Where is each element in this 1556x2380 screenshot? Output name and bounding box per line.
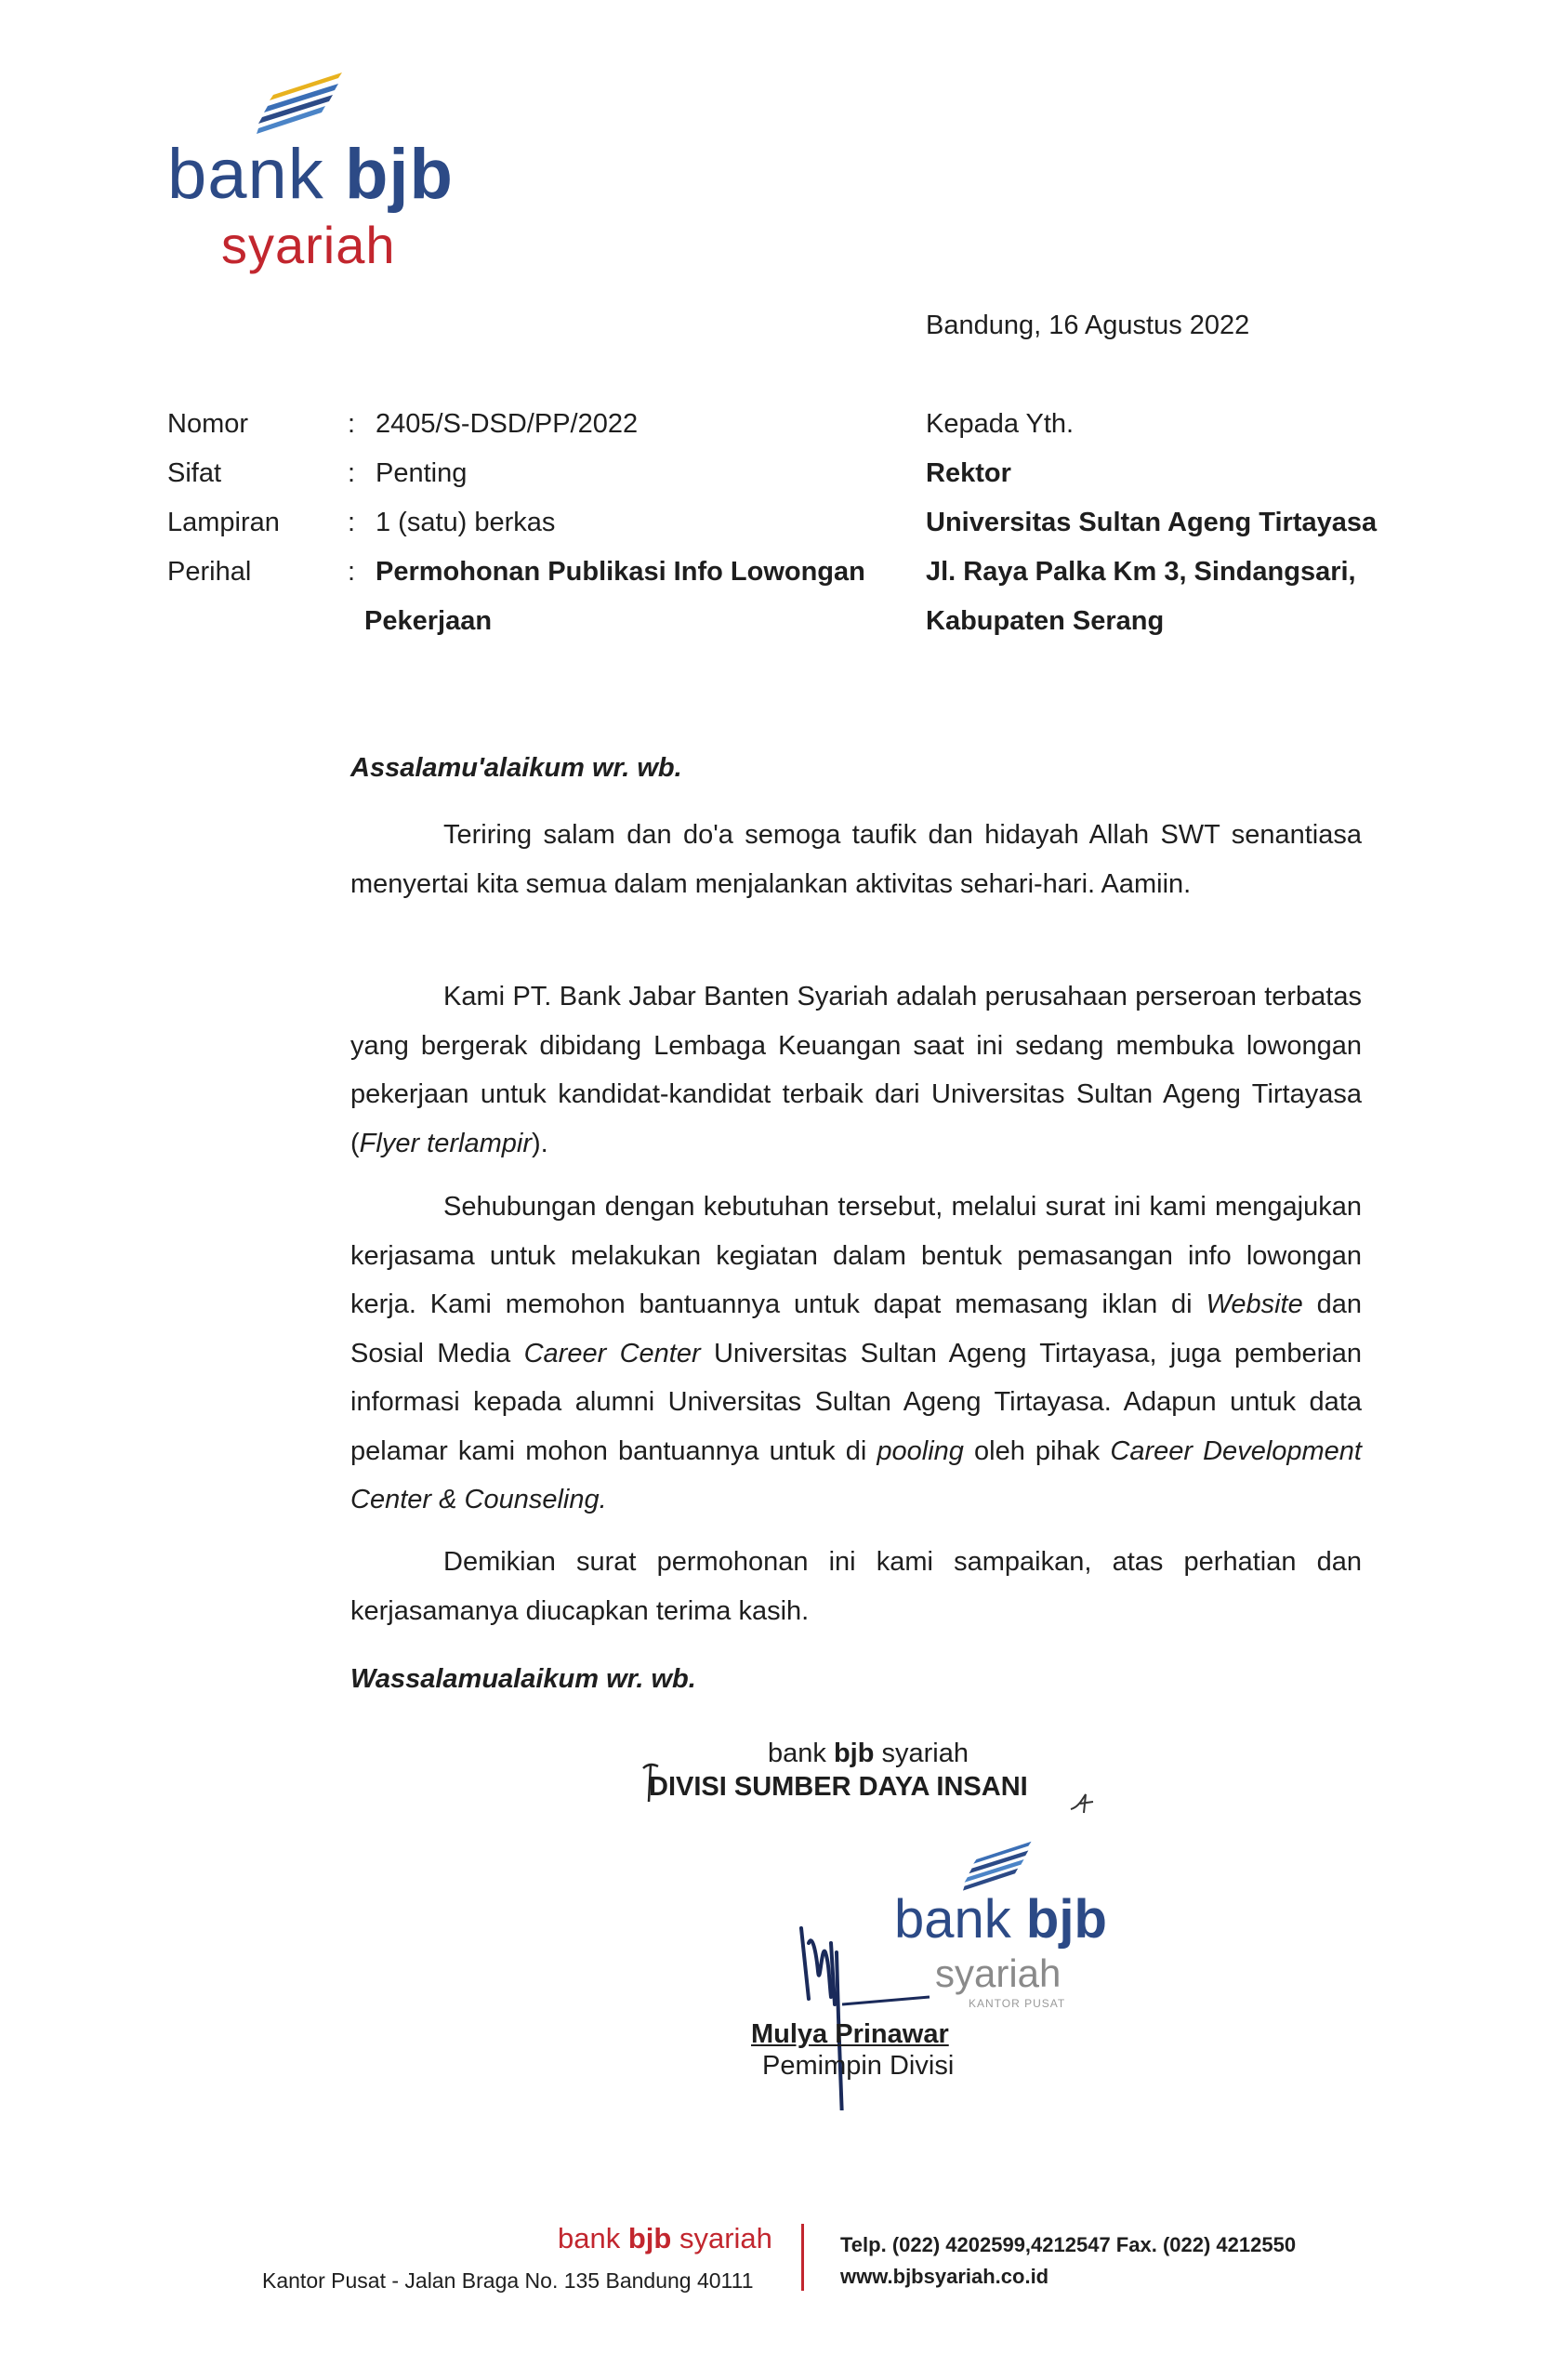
salutation: Assalamu'alaikum wr. wb. <box>350 753 682 783</box>
paragraph-2: Kami PT. Bank Jabar Banten Syariah adalah perusahaan perseroan terbatas yang bergerak dibidang Lembaga Keuangan saat ini sedang membuka lowongan pekerjaan untuk kandidat-kandidat terbaik dari Universitas Sultan Ageng Tirtayasa (Flyer terlampir). <box>350 982 1362 1158</box>
recipient-address-line-1: Jl. Raya Palka Km 3, Sindangsari, <box>926 557 1356 587</box>
footer-divider <box>801 2224 804 2291</box>
signature-division: DIVISI SUMBER DAYA INSANI <box>649 1772 1028 1802</box>
paraf-mark-icon <box>1069 1791 1097 1817</box>
stamp-bank-wordmark: bank bjb <box>894 1889 1107 1950</box>
recipient-greeting: Kepada Yth. <box>926 409 1075 439</box>
recipient-title: Rektor <box>926 458 1011 488</box>
signer-title: Pemimpin Divisi <box>762 2051 955 2081</box>
meta-colon: : <box>348 557 356 587</box>
stamp-syariah-wordmark: syariah <box>935 1951 1062 1995</box>
footer-website-link[interactable]: www.bjbsyariah.co.id <box>840 2265 1049 2288</box>
meta-label-sifat: Sifat <box>167 458 222 488</box>
logo-syariah-wordmark: syariah <box>221 216 396 274</box>
footer-brand: bank bjb syariah <box>558 2222 772 2254</box>
footer-address: Kantor Pusat - Jalan Braga No. 135 Bandung 40111 <box>262 2268 754 2293</box>
meta-value-nomor: 2405/S-DSD/PP/2022 <box>376 409 639 439</box>
recipient-institution: Universitas Sultan Ageng Tirtayasa <box>926 508 1378 537</box>
stamp-logo-stripes-icon <box>963 1837 1037 1897</box>
meta-value-sifat: Penting <box>376 458 468 488</box>
recipient-address-line-2: Kabupaten Serang <box>926 606 1165 636</box>
meta-colon: : <box>348 508 356 537</box>
logo-bank-wordmark: bank bjb <box>167 135 454 214</box>
paragraph-1: Teriring salam dan do'a semoga taufik dan hidayah Allah SWT senantiasa menyertai kita semua dalam menjalankan aktivitas sehari-hari. Aamiin. <box>350 820 1362 899</box>
meta-colon: : <box>348 409 356 439</box>
signer-name: Mulya Prinawar <box>751 2019 949 2049</box>
meta-colon: : <box>348 458 356 488</box>
meta-value-perihal: Permohonan Publikasi Info Lowongan <box>376 557 865 587</box>
meta-label-perihal: Perihal <box>167 557 252 587</box>
meta-label-nomor: Nomor <box>167 409 249 439</box>
paragraph-3: Sehubungan dengan kebutuhan tersebut, melalui surat ini kami mengajukan kerjasama untuk melakukan kegiatan dalam bentuk pemasangan info lowongan kerja. Kami memohon bantuannya untuk dapat memasang iklan di Website dan Sosial Media Career Center Universitas Sultan Ageng Tirtayasa, juga pemberian informasi kepada alumni Universitas Sultan Ageng Tirtayasa. Adapun untuk data pelamar kami mohon bantuannya untuk di pooling oleh pihak Career Development Center & Counseling. <box>350 1192 1363 1514</box>
closing: Wassalamualaikum wr. wb. <box>350 1664 696 1694</box>
meta-value-perihal-continued: Pekerjaan <box>364 606 493 636</box>
signature-org: bank bjb syariah <box>768 1739 969 1768</box>
meta-value-lampiran: 1 (satu) berkas <box>376 508 556 537</box>
letter-date: Bandung, 16 Agustus 2022 <box>926 311 1250 340</box>
stamp-subtitle: KANTOR PUSAT <box>969 1997 1066 2010</box>
paragraph-4: Demikian surat permohonan ini kami sampaikan, atas perhatian dan kerjasamanya diucapkan terima kasih. <box>350 1547 1362 1626</box>
meta-label-lampiran: Lampiran <box>167 508 280 537</box>
footer-telp: Telp. (022) 4202599,4212547 Fax. (022) 4212550 <box>840 2233 1297 2256</box>
bank-bjb-logo-stripes-icon <box>257 67 349 141</box>
